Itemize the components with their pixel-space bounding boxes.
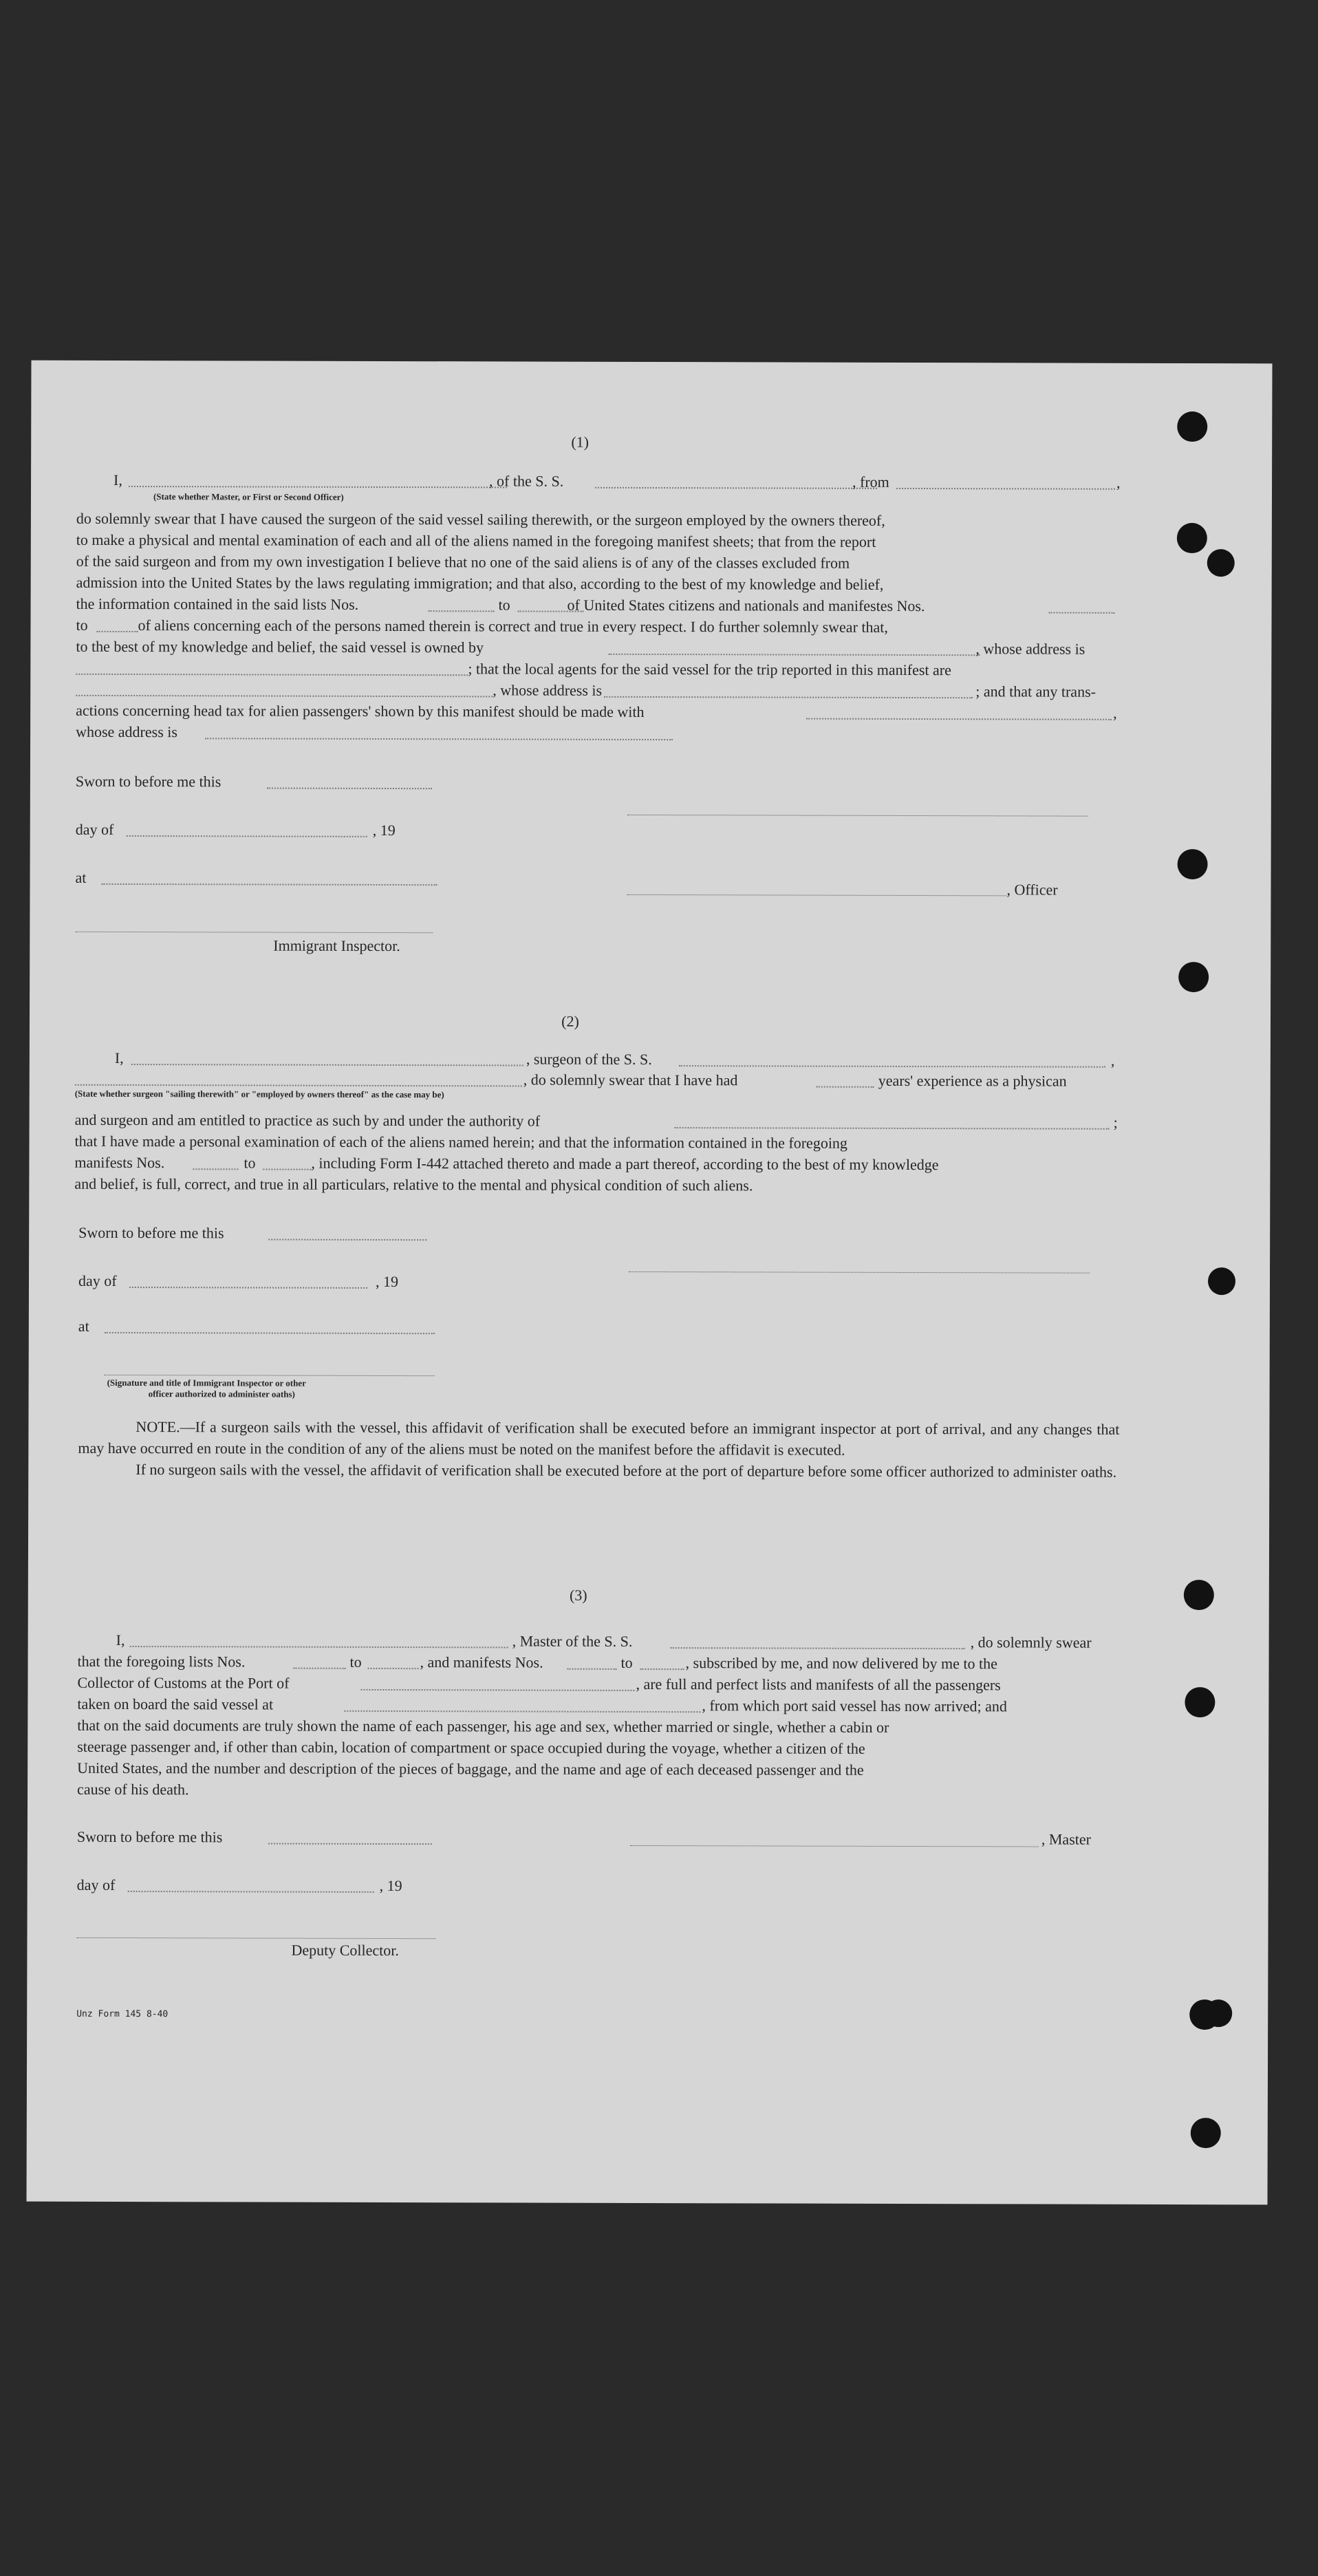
form-number: Unz Form 145 8-40: [76, 2008, 169, 2020]
punch-hole: [1177, 523, 1207, 553]
head-tax-label: actions concerning head tax for alien passengers' shown by this manifest should be made with: [76, 701, 645, 720]
agents-field[interactable]: [76, 695, 493, 698]
section-2-lead: I,: [114, 1049, 124, 1066]
signature-title-note: officer authorized to administer oaths): [148, 1388, 295, 1399]
master-officer-note: (State whether Master, or First or Second Officer): [153, 491, 344, 502]
to-label: to: [76, 616, 88, 634]
day-of-label: day of: [78, 1271, 117, 1289]
to-label: to: [498, 596, 510, 614]
punch-hole: [1191, 2118, 1221, 2148]
sworn-date-field[interactable]: [267, 788, 432, 790]
surgeon-name-field[interactable]: [131, 1064, 523, 1066]
owner-address-field[interactable]: [76, 674, 468, 676]
section-1-body: do solemnly swear that I have caused the surgeon of the said vessel sailing therewith, or the surgeon employed by the owners thereof, to make a physical and mental examination of each and all of the aliens named in the foregoing manifest sheets; that from the report of the said surgeon and from my own investigation I believe that no one of the said aliens is of any of the classes excluded from admission into the United States by the laws regulating immigration; and that also, according to the best of my knowledge and belief,: [76, 509, 885, 593]
sworn-label: Sworn to before me this: [75, 772, 222, 791]
year-label: , 19: [375, 1272, 399, 1291]
agents-address-field[interactable]: [604, 696, 973, 698]
port-field[interactable]: [360, 1689, 634, 1691]
agents-address-label: , whose address is: [493, 681, 603, 699]
master-label: , Master: [1041, 1830, 1092, 1848]
master-of-label: , Master of the S. S.: [512, 1632, 633, 1650]
line-end-comma: ,: [1113, 704, 1117, 722]
from-label: , from: [852, 473, 889, 491]
master-name-field[interactable]: [130, 1646, 508, 1648]
agents-label: ; that the local agents for the said vessel for the trip reported in this manifest are: [468, 660, 951, 679]
whose-address-label: whose address is: [76, 722, 178, 741]
swear-label: , do solemnly swear: [970, 1633, 1092, 1651]
master-name-field[interactable]: [129, 486, 507, 488]
officer-label: , Officer: [1006, 881, 1058, 899]
experience-label: years' experience as a physican: [878, 1071, 1067, 1090]
section-2-heading: (2): [561, 1012, 579, 1030]
month-field[interactable]: [127, 835, 367, 837]
at-label: at: [78, 1317, 89, 1335]
at-place-field[interactable]: [102, 883, 437, 886]
lists-nos-label: that the foregoing lists Nos.: [77, 1652, 246, 1671]
manifests-nos-label: manifests Nos.: [74, 1153, 165, 1172]
authority-field[interactable]: [675, 1127, 1110, 1130]
punch-hole: [1178, 849, 1208, 879]
head-tax-field[interactable]: [806, 718, 1112, 720]
sworn-label: Sworn to before me this: [78, 1223, 224, 1242]
lists-to-field[interactable]: [368, 1668, 419, 1669]
signature-title-note: (Signature and title of Immigrant Inspector or other: [107, 1377, 306, 1388]
punch-hole: [1207, 549, 1235, 577]
owner-field[interactable]: [608, 654, 980, 656]
month-field[interactable]: [128, 1891, 374, 1893]
surgeon-note: NOTE.—If a surgeon sails with the vessel, this affidavit of verification shall be executed before an immigrant inspector at port of arrival, and any changes that may have occurred en route in the condition of any of the aliens must be noted on the manifest before the affidavit is executed. If no surgeon sails with the vessel, the affidavit of verification shall be executed before at the port of departure before some officer authorized to administer oaths.: [78, 1418, 1120, 1481]
to-label: to: [620, 1653, 633, 1671]
to-label: to: [244, 1154, 256, 1172]
collector-label: Collector of Customs at the Port of: [77, 1673, 290, 1692]
semicolon: ;: [1113, 1113, 1118, 1131]
signature-line[interactable]: [629, 1271, 1090, 1274]
vessel-name-field[interactable]: [595, 487, 877, 489]
perfect-lists-text: , are full and perfect lists and manifests of all the passengers: [636, 1675, 1001, 1694]
inspector-signature-line[interactable]: [75, 932, 433, 933]
inspector-label: Immigrant Inspector.: [273, 936, 400, 955]
day-of-label: day of: [75, 820, 114, 838]
from-port-field[interactable]: [896, 488, 1115, 490]
lists-nos-label: the information contained in the said lists Nos.: [76, 594, 359, 613]
taken-on-board-label: taken on board the said vessel at: [77, 1695, 274, 1713]
punch-hole: [1177, 411, 1207, 442]
manifests-from-field[interactable]: [193, 1168, 238, 1170]
departure-port-field[interactable]: [344, 1710, 700, 1713]
manifests-to-field[interactable]: [263, 1169, 311, 1170]
head-tax-address-field[interactable]: [205, 738, 673, 740]
at-label: at: [75, 868, 87, 886]
manifest-affidavit-page: [27, 361, 1273, 2205]
to-label: to: [349, 1653, 362, 1671]
year-label: , 19: [379, 1876, 402, 1895]
arrived-text: , from which port said vessel has now arrived; and: [702, 1697, 1007, 1715]
section-1-lead: I,: [114, 471, 122, 489]
punch-hole: [1184, 1580, 1214, 1610]
punch-hole: [1185, 1687, 1215, 1717]
section-1-heading: (1): [571, 433, 590, 451]
manifest-to-field[interactable]: [96, 631, 138, 632]
at-place-field[interactable]: [105, 1332, 435, 1334]
lists-from-field[interactable]: [429, 610, 495, 612]
line-end-comma: ,: [1110, 1051, 1115, 1069]
aliens-label: of aliens concerning each of the persons named therein is correct and true in every respect. I do further solemnly swear that,: [138, 616, 888, 636]
section-3-body: that on the said documents are truly shown the name of each passenger, his age and sex, whether married or single, whether a cabin or steerage passenger and, if other than cabin, location of compartment or space occupied during the voyage, whether a citizen of the United States, and the number and description of the pieces of baggage, and the name and age of each deceased passenger and the cause of his death.: [77, 1716, 889, 1799]
address-label: , whose address is: [975, 640, 1085, 658]
manifests-to-field[interactable]: [640, 1668, 684, 1670]
punch-hole: [1178, 962, 1209, 992]
day-of-label: day of: [76, 1876, 116, 1893]
lists-from-field[interactable]: [294, 1668, 346, 1669]
swear-label: , do solemnly swear that I have had: [523, 1071, 738, 1089]
section-3-heading: (3): [569, 1586, 587, 1604]
subscribed-text: , subscribed by me, and now delivered by me to the: [685, 1654, 997, 1673]
transactions-label: ; and that any trans-: [975, 683, 1096, 700]
punch-hole: [1208, 1267, 1235, 1295]
sworn-date-field[interactable]: [268, 1239, 426, 1241]
officer-signature-line[interactable]: [627, 894, 1006, 896]
collector-signature-line[interactable]: [77, 1938, 436, 1939]
surgeon-vessel-field[interactable]: [679, 1065, 1105, 1068]
authority-label: and surgeon and am entitled to practice as such by and under the authority of: [74, 1110, 541, 1130]
surgeon-type-note: (State whether surgeon "sailing therewith" or "employed by owners thereof" as the case may be): [74, 1088, 444, 1100]
manifests-nos-label: , and manifests Nos.: [420, 1653, 543, 1671]
sworn-date-field[interactable]: [268, 1843, 432, 1845]
year-label: , 19: [372, 821, 396, 839]
belief-text: and belief, is full, correct, and true in all particulars, relative to the mental and physical condition of such aliens.: [74, 1174, 753, 1194]
master-signature-line[interactable]: [630, 1845, 1039, 1847]
punch-hole: [1204, 1999, 1232, 2027]
years-field[interactable]: [817, 1086, 874, 1088]
signature-line[interactable]: [627, 815, 1088, 817]
section-3-lead: I,: [116, 1631, 125, 1649]
surgeon-type-field[interactable]: [75, 1084, 522, 1087]
of-ss-label: , of the S. S.: [489, 472, 564, 490]
vessel-name-field[interactable]: [671, 1647, 965, 1649]
examination-text: that I have made a personal examination of each of the aliens named herein; and that the information contained in the foregoing: [74, 1132, 847, 1152]
manifest-from-field[interactable]: [1049, 612, 1115, 614]
owned-by-label: to the best of my knowledge and belief, the said vessel is owned by: [76, 637, 484, 656]
surgeon-of-label: , surgeon of the S. S.: [526, 1050, 652, 1069]
line-end-comma: ,: [1116, 473, 1121, 491]
citizens-label: of United States citizens and nationals and manifestes Nos.: [567, 596, 925, 615]
collector-label: Deputy Collector.: [291, 1941, 399, 1960]
month-field[interactable]: [129, 1287, 367, 1289]
inspector-signature-line[interactable]: [105, 1375, 435, 1376]
form-i442-text: , including Form I-442 attached thereto and made a part thereof, according to the best of my knowledge: [311, 1154, 939, 1174]
sworn-label: Sworn to before me this: [76, 1827, 223, 1846]
manifests-from-field[interactable]: [568, 1668, 617, 1670]
